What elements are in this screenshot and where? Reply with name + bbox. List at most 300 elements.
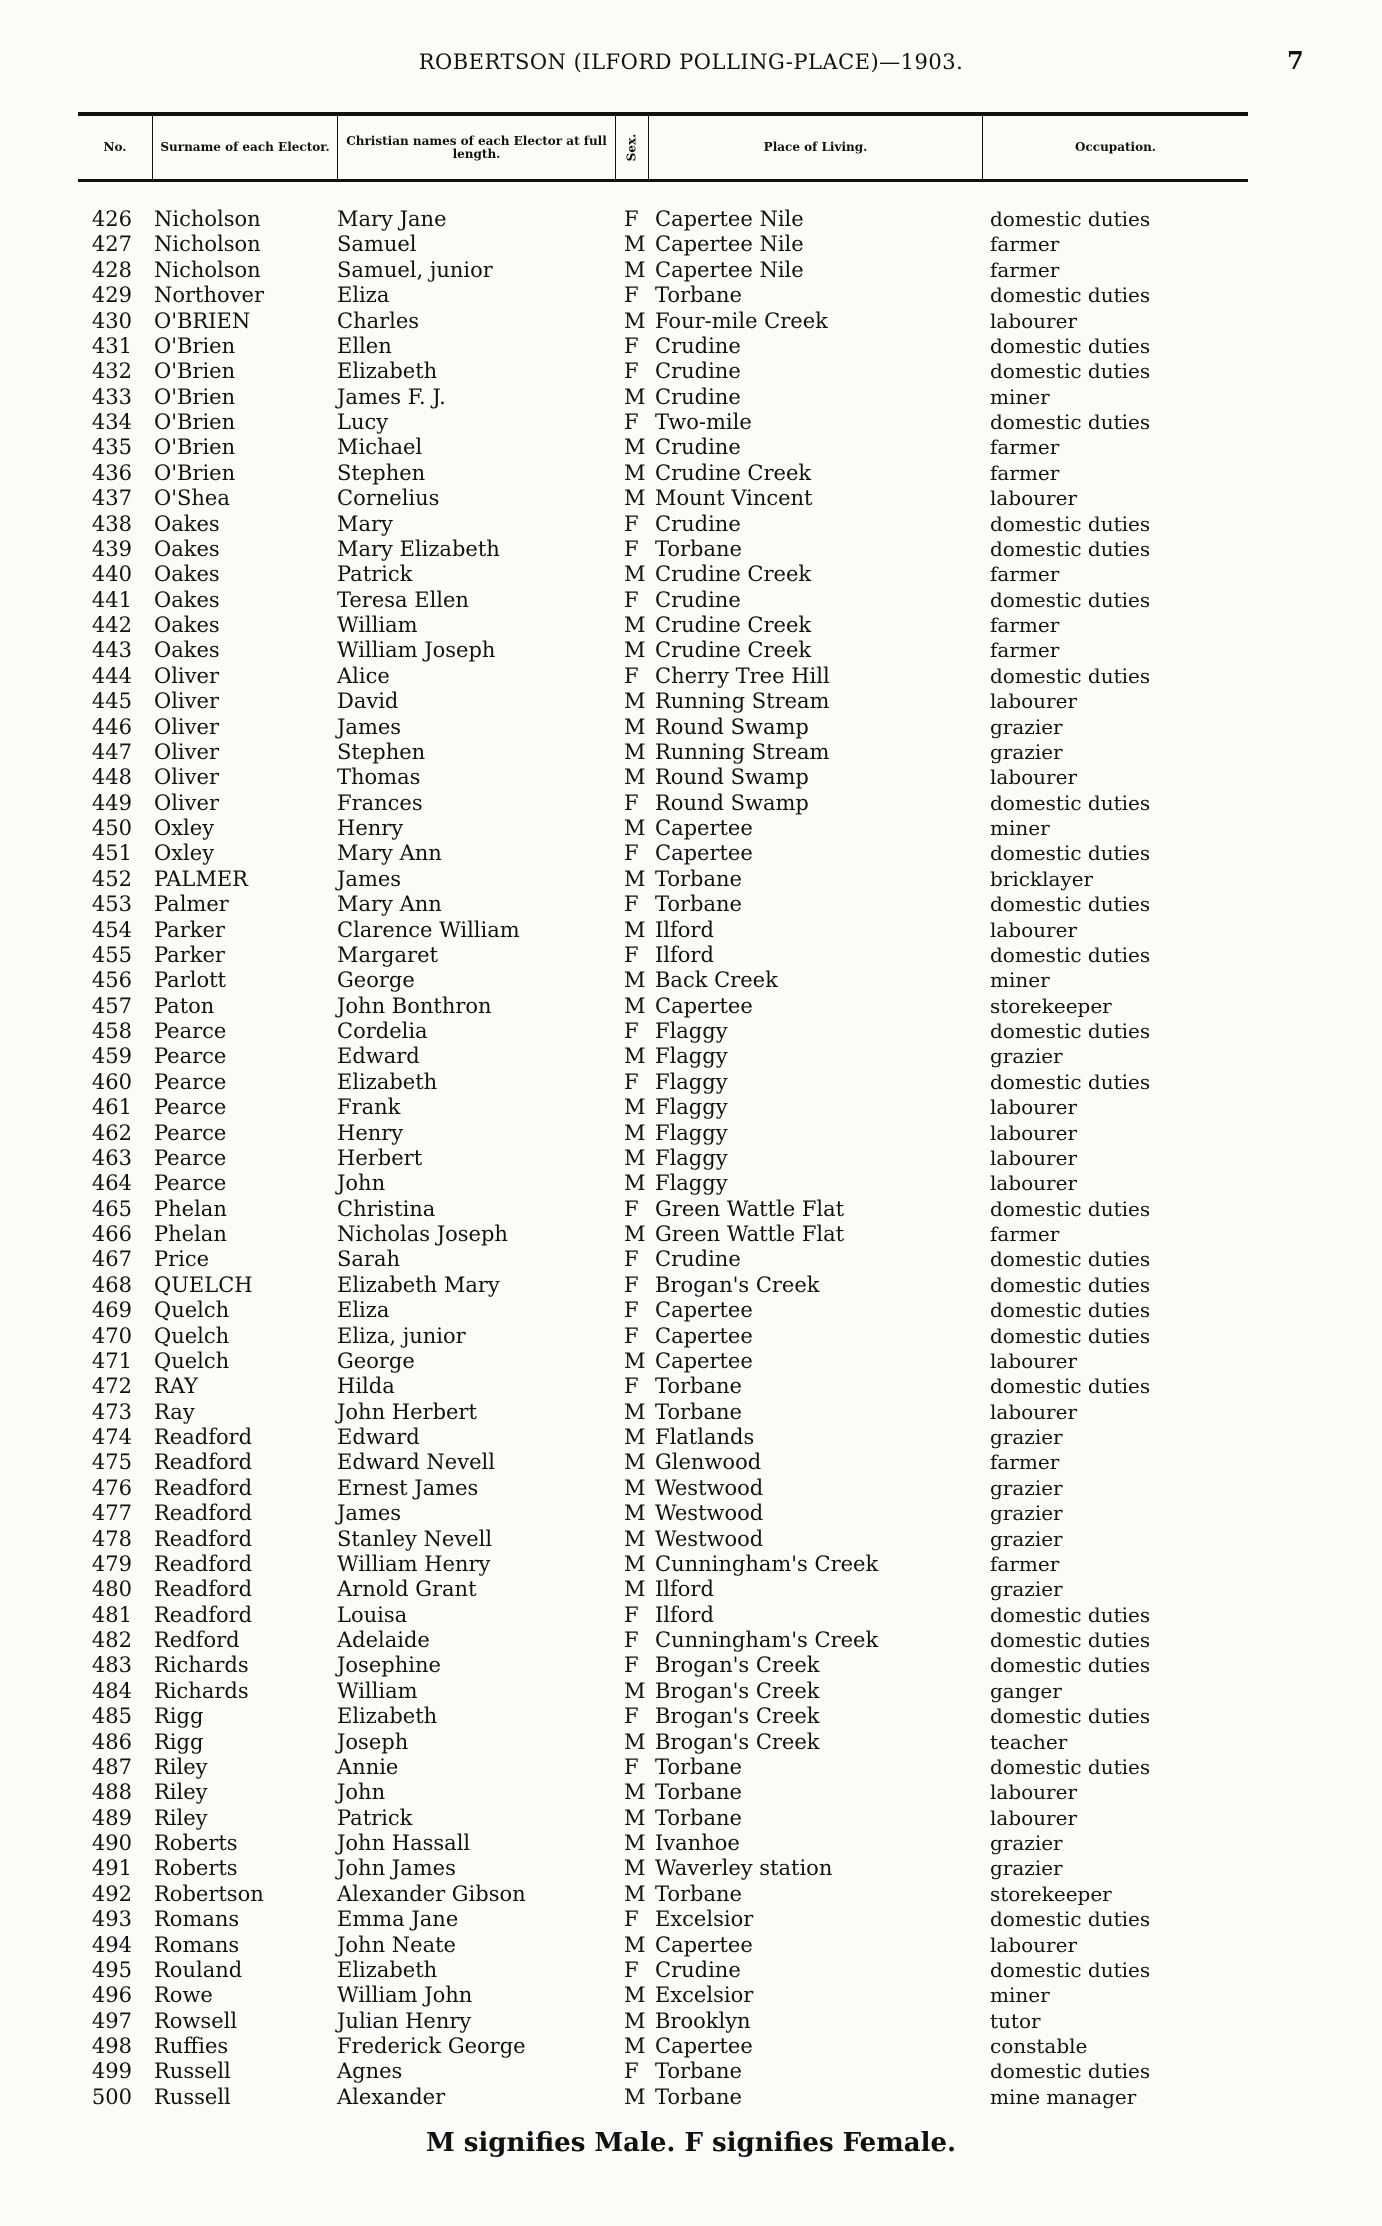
elector-place: Ilford (655, 917, 714, 942)
elector-place: Ilford (655, 1602, 714, 1627)
elector-christian-names: George (337, 968, 415, 993)
elector-christian-names: Elizabeth (337, 359, 438, 384)
elector-christian-names: James (337, 1501, 402, 1526)
elector-christian-names: Clarence William (337, 917, 520, 942)
table-row (0, 359, 1382, 384)
elector-sex: F (624, 1069, 639, 1094)
elector-surname: Palmer (154, 892, 229, 917)
elector-occupation: domestic duties (990, 511, 1151, 536)
elector-number: 451 (91, 841, 132, 866)
elector-place: Cherry Tree Hill (655, 663, 830, 688)
elector-occupation: domestic duties (990, 536, 1151, 561)
elector-surname: Pearce (154, 1069, 227, 1094)
table-row (0, 1527, 1382, 1552)
elector-number: 491 (91, 1856, 132, 1881)
elector-surname: Readford (154, 1501, 253, 1526)
elector-number: 477 (91, 1501, 132, 1526)
elector-place: Torbane (655, 1374, 742, 1399)
elector-sex: F (624, 359, 639, 384)
elector-number: 489 (91, 1805, 132, 1830)
elector-occupation: labourer (990, 308, 1078, 333)
elector-christian-names: Louisa (337, 1602, 408, 1627)
table-row (0, 664, 1382, 689)
elector-place: Capertee Nile (655, 207, 804, 231)
elector-surname: Riley (154, 1780, 208, 1805)
elector-occupation: domestic duties (990, 359, 1151, 384)
table-row (0, 1755, 1382, 1780)
table-row (0, 816, 1382, 841)
elector-sex: M (624, 435, 646, 460)
elector-number: 490 (91, 1831, 132, 1855)
elector-christian-names: Charles (337, 308, 420, 333)
elector-occupation: farmer (990, 562, 1060, 587)
table-row (0, 1450, 1382, 1475)
elector-place: Torbane (655, 1881, 742, 1906)
elector-occupation: domestic duties (990, 1272, 1151, 1297)
elector-place: Torbane (655, 2084, 742, 2109)
elector-christian-names: John Herbert (337, 1399, 477, 1424)
elector-occupation: grazier (990, 1831, 1063, 1855)
elector-surname: Rowsell (154, 2008, 238, 2033)
elector-sex: F (624, 207, 639, 231)
elector-christian-names: Edward (337, 1425, 420, 1449)
elector-number: 457 (91, 993, 132, 1018)
elector-number: 478 (91, 1526, 132, 1551)
elector-occupation: domestic duties (990, 1628, 1151, 1652)
elector-surname: Readford (154, 1602, 253, 1627)
elector-number: 492 (91, 1881, 132, 1906)
elector-surname: Oakes (154, 511, 220, 536)
elector-sex: F (624, 1754, 639, 1779)
elector-surname: Oakes (154, 562, 220, 587)
table-row (0, 1780, 1382, 1805)
elector-surname: Riley (154, 1805, 208, 1830)
elector-sex: F (624, 1602, 639, 1627)
elector-christian-names: Samuel, junior (337, 257, 493, 282)
elector-christian-names: Eliza (337, 1298, 390, 1323)
elector-sex: M (624, 257, 646, 282)
elector-christian-names: Edward (337, 1044, 420, 1069)
elector-place: Round Swamp (655, 765, 809, 790)
elector-christian-names: Alice (337, 663, 390, 688)
elector-surname: Richards (154, 1678, 249, 1703)
elector-surname: Nicholson (154, 232, 261, 257)
elector-sex: M (624, 562, 646, 587)
elector-surname: O'Brien (154, 410, 236, 434)
elector-number: 449 (91, 790, 132, 815)
elector-occupation: grazier (990, 1425, 1063, 1449)
elector-christian-names: John (337, 1171, 386, 1196)
elector-number: 436 (91, 460, 132, 485)
table-row (0, 1070, 1382, 1095)
elector-sex: F (624, 942, 639, 967)
elector-place: Ilford (655, 942, 714, 967)
elector-place: Four-mile Creek (655, 308, 828, 333)
elector-number: 431 (91, 333, 132, 358)
elector-place: Crudine (655, 384, 741, 409)
elector-number: 428 (91, 257, 132, 282)
elector-surname: Rigg (154, 1704, 204, 1729)
elector-number: 440 (91, 562, 132, 587)
table-row (0, 1882, 1382, 1907)
elector-place: Two-mile (655, 410, 752, 434)
elector-christian-names: Josephine (337, 1653, 441, 1678)
elector-number: 430 (91, 308, 132, 333)
elector-surname: Romans (154, 1907, 240, 1932)
elector-place: Capertee (655, 1348, 753, 1373)
elector-place: Capertee (655, 1932, 753, 1957)
elector-sex: M (624, 1120, 646, 1145)
elector-number: 432 (91, 359, 132, 384)
elector-sex: F (624, 841, 639, 866)
elector-christian-names: Edward Nevell (337, 1450, 495, 1475)
elector-sex: M (624, 1171, 646, 1196)
page-number: 7 (1287, 46, 1304, 75)
elector-place: Flaggy (655, 1171, 728, 1196)
elector-christian-names: Christina (337, 1196, 436, 1221)
elector-number: 471 (91, 1348, 132, 1373)
footer-legend: M signifies Male. F signifies Female. (425, 2128, 957, 2158)
table-row (0, 1983, 1382, 2008)
elector-sex: M (624, 1729, 646, 1754)
elector-occupation: domestic duties (990, 1704, 1151, 1729)
elector-christian-names: Elizabeth (337, 1069, 438, 1094)
elector-number: 463 (91, 1145, 132, 1170)
elector-number: 482 (91, 1628, 132, 1652)
elector-christian-names: Mary Elizabeth (337, 536, 500, 561)
table-row (0, 1933, 1382, 1958)
elector-occupation: farmer (990, 1450, 1060, 1475)
elector-surname: Oliver (154, 689, 219, 714)
elector-christian-names: Ellen (337, 333, 392, 358)
elector-occupation: domestic duties (990, 1323, 1151, 1348)
elector-occupation: labourer (990, 1780, 1078, 1805)
elector-sex: M (624, 308, 646, 333)
elector-christian-names: Stephen (337, 460, 426, 485)
elector-number: 476 (91, 1475, 132, 1500)
elector-sex: F (624, 1272, 639, 1297)
elector-number: 462 (91, 1120, 132, 1145)
elector-sex: M (624, 2084, 646, 2109)
table-row (0, 1095, 1382, 1120)
elector-surname: Roberts (154, 1831, 238, 1855)
elector-surname: Readford (154, 1526, 253, 1551)
elector-surname: Paton (154, 993, 215, 1018)
elector-christian-names: William John (337, 1983, 473, 2008)
elector-number: 459 (91, 1044, 132, 1069)
table-row (0, 943, 1382, 968)
elector-sex: F (624, 790, 639, 815)
elector-sex: F (624, 283, 639, 308)
elector-christian-names: Samuel (337, 232, 417, 257)
table-row (0, 1121, 1382, 1146)
elector-christian-names: Joseph (337, 1729, 409, 1754)
elector-place: Flaggy (655, 1069, 728, 1094)
table-row (0, 740, 1382, 765)
elector-place: Crudine (655, 359, 741, 384)
table-row (0, 1324, 1382, 1349)
table-row (0, 791, 1382, 816)
elector-sex: F (624, 1298, 639, 1323)
elector-surname: O'Brien (154, 435, 236, 460)
table-row (0, 1400, 1382, 1425)
elector-occupation: domestic duties (990, 1653, 1151, 1678)
elector-surname: Oxley (154, 841, 215, 866)
table-row (0, 1730, 1382, 1755)
elector-place: Brooklyn (655, 2008, 751, 2033)
elector-occupation: domestic duties (990, 333, 1151, 358)
elector-sex: M (624, 1577, 646, 1602)
elector-surname: Ray (154, 1399, 195, 1424)
elector-place: Round Swamp (655, 714, 809, 739)
elector-sex: M (624, 1856, 646, 1881)
elector-surname: Parker (154, 942, 225, 967)
elector-number: 499 (91, 2059, 132, 2084)
elector-occupation: miner (990, 384, 1050, 409)
table-row (0, 2009, 1382, 2034)
elector-surname: Phelan (154, 1222, 227, 1246)
elector-sex: F (624, 333, 639, 358)
elector-sex: F (624, 587, 639, 612)
elector-sex: M (624, 1348, 646, 1373)
elector-surname: Oakes (154, 638, 220, 663)
page-title: ROBERTSON (ILFORD POLLING-PLACE)—1903. (418, 50, 964, 74)
elector-occupation: storekeeper (990, 993, 1112, 1018)
elector-occupation: grazier (990, 739, 1063, 764)
elector-sex: M (624, 1983, 646, 2008)
table-row (0, 1425, 1382, 1450)
elector-sex: M (624, 714, 646, 739)
elector-surname: RAY (154, 1374, 198, 1399)
table-row (0, 207, 1382, 232)
table-row (0, 1044, 1382, 1069)
elector-sex: F (624, 1907, 639, 1932)
elector-number: 481 (91, 1602, 132, 1627)
elector-number: 494 (91, 1932, 132, 1957)
elector-place: Ivanhoe (655, 1831, 740, 1855)
elector-christian-names: James (337, 714, 402, 739)
table-row (0, 334, 1382, 359)
elector-occupation: labourer (990, 689, 1078, 714)
elector-number: 488 (91, 1780, 132, 1805)
elector-number: 455 (91, 942, 132, 967)
elector-christian-names: Cordelia (337, 1019, 428, 1043)
elector-place: Crudine (655, 587, 741, 612)
elector-number: 484 (91, 1678, 132, 1703)
elector-sex: F (624, 2059, 639, 2084)
elector-sex: F (624, 511, 639, 536)
table-row (0, 1298, 1382, 1323)
table-row (0, 512, 1382, 537)
elector-occupation: domestic duties (990, 790, 1151, 815)
elector-place: Westwood (655, 1526, 764, 1551)
elector-place: Torbane (655, 2059, 742, 2084)
elector-place: Capertee Nile (655, 232, 804, 257)
elector-sex: M (624, 638, 646, 663)
column-header-no: No. (78, 116, 153, 179)
elector-sex: M (624, 1222, 646, 1246)
elector-occupation: farmer (990, 1222, 1060, 1246)
table-row (0, 1958, 1382, 1983)
elector-place: Brogan's Creek (655, 1653, 820, 1678)
elector-place: Torbane (655, 283, 742, 308)
elector-number: 460 (91, 1069, 132, 1094)
elector-christian-names: Michael (337, 435, 423, 460)
table-row (0, 1704, 1382, 1729)
elector-number: 458 (91, 1019, 132, 1043)
table-row (0, 1374, 1382, 1399)
elector-place: Running Stream (655, 739, 830, 764)
elector-place: Brogan's Creek (655, 1678, 820, 1703)
elector-surname: Quelch (154, 1298, 230, 1323)
elector-christian-names: Thomas (337, 765, 421, 790)
elector-surname: Pearce (154, 1171, 227, 1196)
elector-place: Crudine Creek (655, 613, 812, 637)
elector-christian-names: Henry (337, 816, 404, 840)
elector-number: 467 (91, 1247, 132, 1272)
elector-christian-names: Arnold Grant (337, 1577, 477, 1602)
elector-number: 456 (91, 968, 132, 993)
elector-occupation: domestic duties (990, 841, 1151, 866)
elector-surname: Readford (154, 1475, 253, 1500)
elector-christian-names: John Neate (337, 1932, 456, 1957)
table-row (0, 892, 1382, 917)
table-row (0, 1146, 1382, 1171)
elector-sex: F (624, 410, 639, 434)
elector-surname: Oliver (154, 765, 219, 790)
table-header (78, 112, 1248, 182)
elector-christian-names: Eliza (337, 283, 390, 308)
elector-place: Torbane (655, 536, 742, 561)
elector-number: 465 (91, 1196, 132, 1221)
elector-surname: Price (154, 1247, 210, 1272)
elector-christian-names: Mary Ann (337, 841, 442, 866)
elector-number: 473 (91, 1399, 132, 1424)
elector-occupation: domestic duties (990, 1907, 1151, 1932)
table-row (0, 968, 1382, 993)
elector-place: Crudine (655, 1957, 741, 1982)
elector-christian-names: Elizabeth (337, 1704, 438, 1729)
elector-occupation: constable (990, 2034, 1088, 2058)
elector-surname: Quelch (154, 1323, 230, 1348)
elector-occupation: ganger (990, 1678, 1062, 1703)
elector-place: Capertee (655, 2034, 753, 2058)
elector-number: 470 (91, 1323, 132, 1348)
elector-place: Crudine Creek (655, 638, 812, 663)
elector-occupation: labourer (990, 1399, 1078, 1424)
elector-occupation: labourer (990, 1145, 1078, 1170)
table-row (0, 1856, 1382, 1881)
elector-sex: M (624, 2034, 646, 2058)
elector-number: 498 (91, 2034, 132, 2058)
elector-sex: M (624, 1526, 646, 1551)
table-row (0, 2059, 1382, 2084)
elector-occupation: miner (990, 968, 1050, 993)
elector-sex: M (624, 1932, 646, 1957)
elector-surname: Phelan (154, 1196, 227, 1221)
elector-number: 466 (91, 1222, 132, 1246)
elector-sex: M (624, 1678, 646, 1703)
elector-christian-names: John Hassall (337, 1831, 471, 1855)
elector-sex: M (624, 384, 646, 409)
elector-surname: Roberts (154, 1856, 238, 1881)
elector-surname: Richards (154, 1653, 249, 1678)
elector-sex: F (624, 892, 639, 917)
elector-number: 487 (91, 1754, 132, 1779)
elector-christian-names: John Bonthron (337, 993, 492, 1018)
elector-christian-names: Frederick George (337, 2034, 526, 2058)
elector-place: Crudine (655, 333, 741, 358)
elector-occupation: bricklayer (990, 866, 1094, 891)
table-row (0, 1603, 1382, 1628)
elector-surname: O'Shea (154, 486, 230, 511)
elector-place: Flaggy (655, 1019, 728, 1043)
elector-number: 444 (91, 663, 132, 688)
elector-number: 468 (91, 1272, 132, 1297)
elector-place: Green Wattle Flat (655, 1196, 845, 1221)
elector-sex: M (624, 765, 646, 790)
elector-christian-names: Cornelius (337, 486, 440, 511)
elector-place: Excelsior (655, 1907, 754, 1932)
elector-number: 435 (91, 435, 132, 460)
elector-christian-names: Patrick (337, 1805, 413, 1830)
elector-sex: M (624, 1881, 646, 1906)
elector-place: Glenwood (655, 1450, 762, 1475)
elector-number: 433 (91, 384, 132, 409)
elector-number: 446 (91, 714, 132, 739)
elector-occupation: farmer (990, 1551, 1060, 1576)
elector-surname: Rowe (154, 1983, 213, 2008)
elector-occupation: domestic duties (990, 410, 1151, 434)
elector-occupation: storekeeper (990, 1881, 1112, 1906)
table-row (0, 1552, 1382, 1577)
table-row (0, 1222, 1382, 1247)
elector-sex: M (624, 1425, 646, 1449)
elector-occupation: grazier (990, 714, 1063, 739)
table-row (0, 841, 1382, 866)
elector-christian-names: Emma Jane (337, 1907, 459, 1932)
table-row (0, 2034, 1382, 2059)
elector-christian-names: Herbert (337, 1145, 423, 1170)
elector-surname: Russell (154, 2084, 231, 2109)
elector-surname: Oakes (154, 587, 220, 612)
elector-sex: M (624, 460, 646, 485)
elector-place: Round Swamp (655, 790, 809, 815)
elector-christian-names: Hilda (337, 1374, 395, 1399)
elector-christian-names: Frank (337, 1095, 401, 1120)
elector-christian-names: Alexander Gibson (337, 1881, 526, 1906)
elector-place: Flaggy (655, 1120, 728, 1145)
elector-sex: M (624, 1450, 646, 1475)
elector-place: Westwood (655, 1475, 764, 1500)
column-header-sex: Sex. (616, 116, 649, 179)
table-row (0, 1806, 1382, 1831)
elector-occupation: grazier (990, 1856, 1063, 1881)
elector-occupation: domestic duties (990, 1247, 1151, 1272)
table-row (0, 918, 1382, 943)
table-row (0, 638, 1382, 663)
elector-number: 445 (91, 689, 132, 714)
elector-place: Westwood (655, 1501, 764, 1526)
table-row (0, 1349, 1382, 1374)
table-row (0, 1019, 1382, 1044)
elector-surname: Pearce (154, 1044, 227, 1069)
table-row (0, 283, 1382, 308)
table-row (0, 867, 1382, 892)
elector-occupation: labourer (990, 1348, 1078, 1373)
elector-christian-names: James (337, 866, 402, 891)
elector-place: Flaggy (655, 1095, 728, 1120)
